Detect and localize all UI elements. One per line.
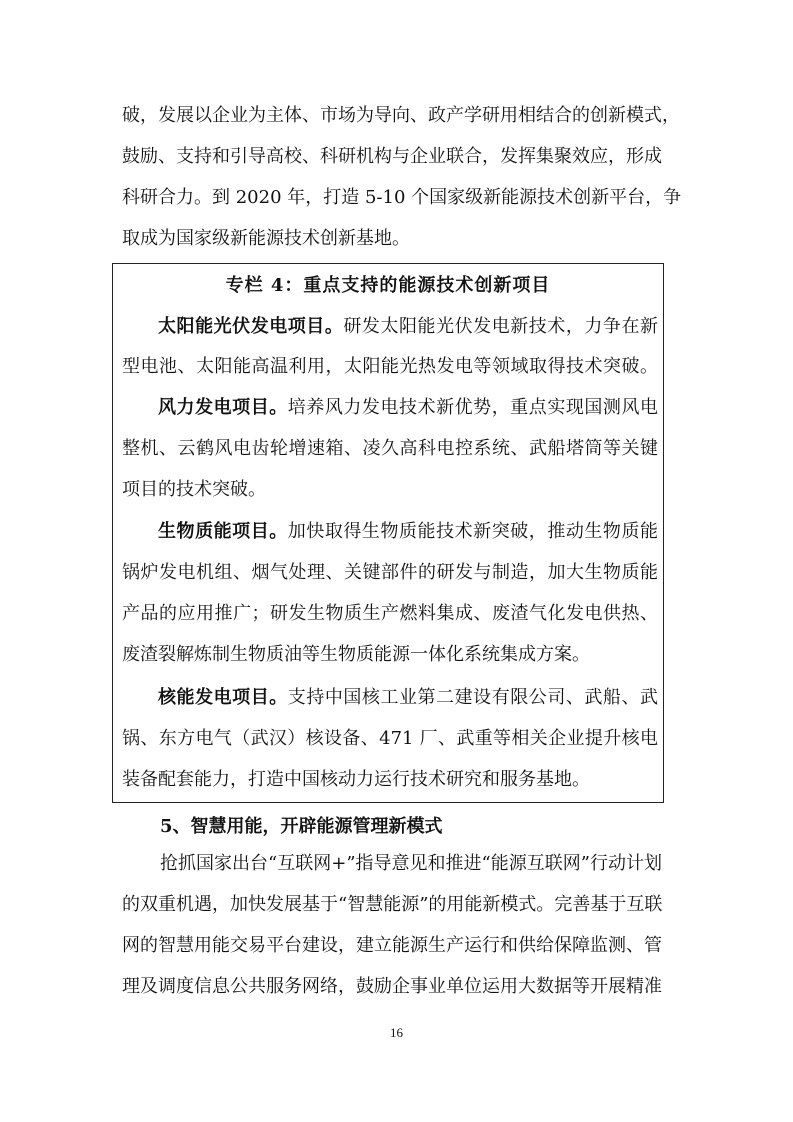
nuclear-line-3: 装备配套能力，打造中国核动力运行技术研究和服务基地。	[122, 769, 590, 790]
bio-line-4: 废渣裂解炼制生物质油等生物质能源一体化系统集成方案。	[122, 644, 590, 665]
page-number: 16	[390, 1025, 403, 1040]
nuclear-line-2: 锅、东方电气（武汉）核设备、471 厂、武重等相关企业提升核电	[122, 728, 658, 749]
section5-line-1: 抢抓国家出台“互联网+”指导意见和推进“能源互联网”行动计划	[160, 853, 662, 874]
wind-heading: 风力发电项目。	[158, 397, 288, 418]
bio-line-2: 锅炉发电机组、烟气处理、关键部件的研发与制造，加大生物质能	[122, 562, 658, 583]
section5-line-2: 的双重机遇，加快发展基于“智慧能源”的用能新模式。完善基于互联	[122, 894, 663, 915]
nuclear-heading: 核能发电项目。	[158, 687, 288, 708]
section5-line-3: 网的智慧用能交易平台建设，建立能源生产运行和供给保障监测、管	[122, 935, 662, 956]
solar-line-2: 型电池、太阳能高温利用，太阳能光热发电等领域取得技术突破。	[122, 356, 658, 377]
bio-line-3: 产品的应用推广；研发生物质生产燃料集成、废渣气化发电供热、	[122, 603, 658, 624]
section5-line-4: 理及调度信息公共服务网络，鼓励企事业单位运用大数据等开展精准	[122, 976, 662, 997]
intro-line-1: 破，发展以企业为主体、市场为导向、政产学研用相结合的创新模式，	[122, 105, 680, 126]
intro-line-4: 取成为国家级新能源技术创新基地。	[122, 228, 410, 249]
nuclear-line-1	[158, 686, 658, 710]
section-5-heading: 5、智慧用能，开辟能源管理新模式	[160, 816, 443, 837]
wind-line-3: 项目的技术突破。	[122, 479, 266, 500]
nuclear-text-1: 支持中国核工业第二建设有限公司、武船、武	[287, 687, 659, 708]
wind-text-1: 培养风力发电技术新优势，重点实现国测风电	[287, 397, 659, 418]
intro-line-3: 科研合力。到 2020 年，打造 5-10 个国家级新能源技术创新平台，争	[122, 187, 682, 208]
solar-line-1	[158, 315, 658, 339]
solar-text-1: 研发太阳能光伏发电新技术，力争在新	[343, 316, 659, 337]
wind-line-2: 整机、云鹤风电齿轮增速箱、凌久高科电控系统、武船塔筒等关键	[122, 438, 658, 459]
bio-heading: 生物质能项目。	[158, 521, 288, 542]
wind-line-1	[158, 396, 658, 420]
solar-heading: 太阳能光伏发电项目。	[158, 316, 344, 337]
intro-line-2: 鼓励、支持和引导高校、科研机构与企业联合，发挥集聚效应，形成	[122, 146, 662, 167]
bio-text-1: 加快取得生物质能技术新突破，推动生物质能	[287, 521, 659, 542]
box-title: 专栏 4：重点支持的能源技术创新项目	[225, 275, 551, 296]
bio-line-1	[158, 520, 658, 544]
